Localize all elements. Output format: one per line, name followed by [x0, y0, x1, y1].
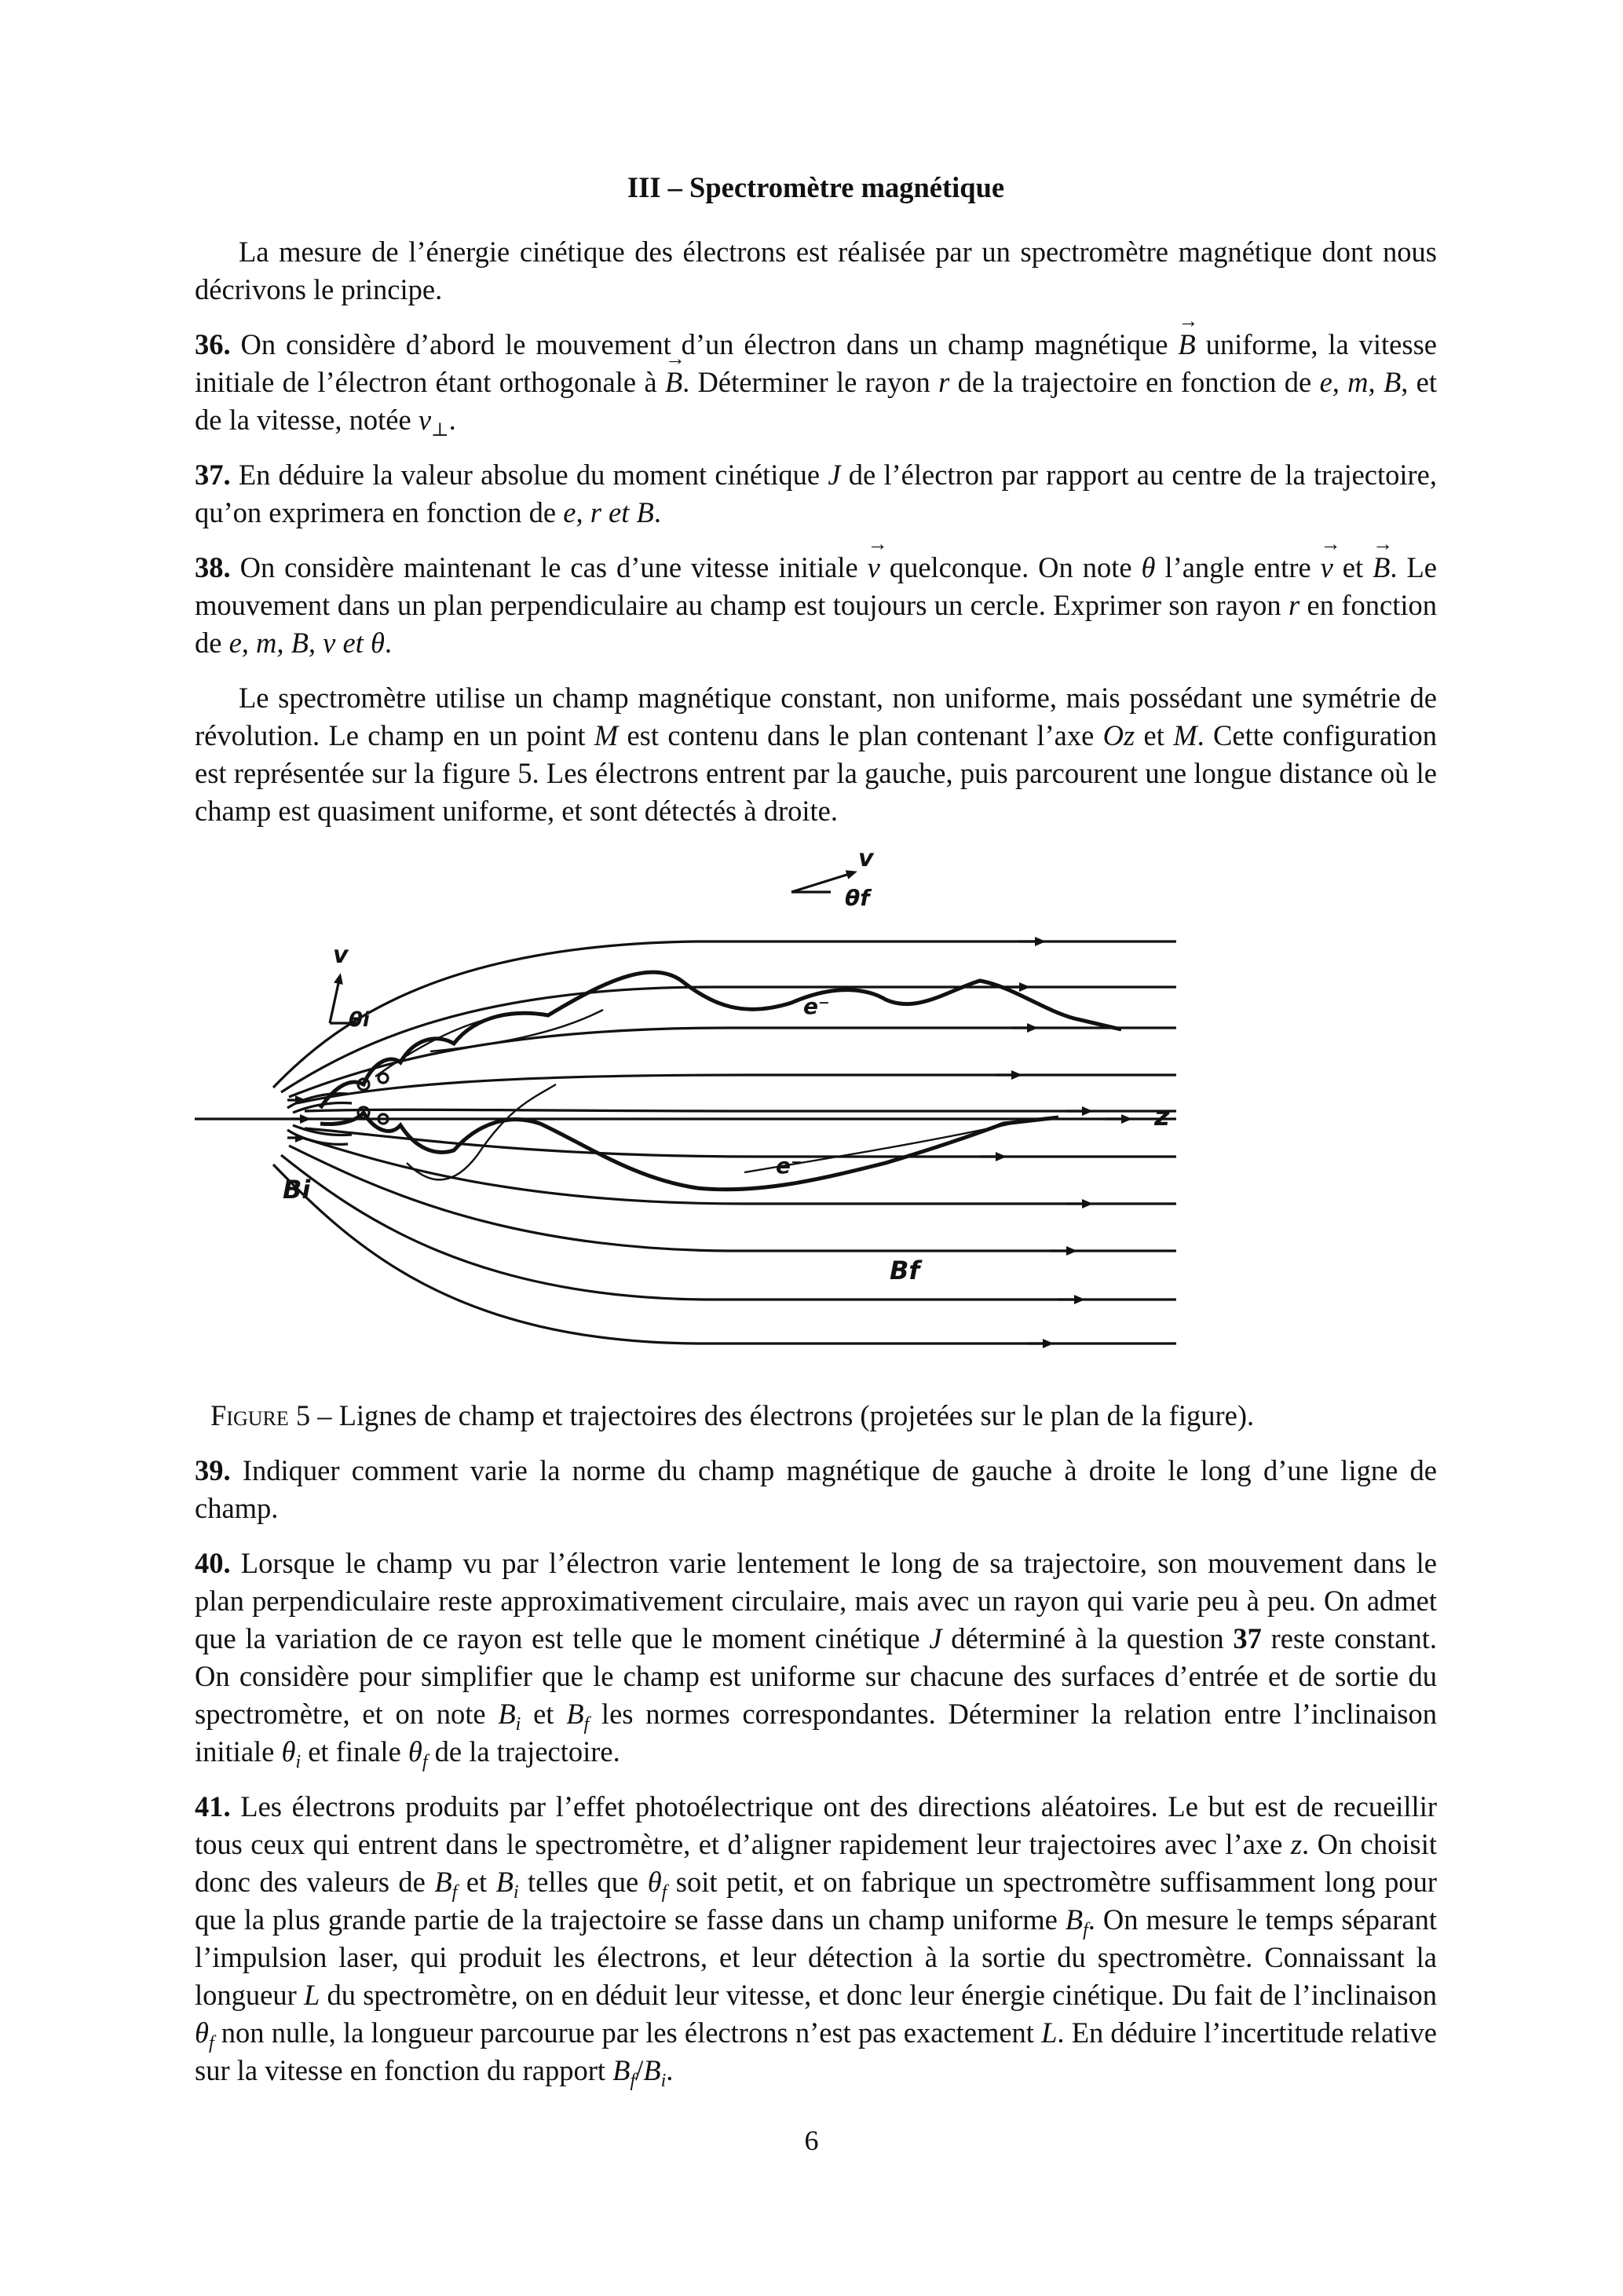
question-38: 38. On considère maintenant le cas d’une vitesse initiale → v quelconque. On note θ l’angle entre → v et → B. Le mouvement dans un plan perpendiculaire au champ est toujours un cercle. Exprimer son rayon r en fonction de e, m, B, v et θ. [195, 549, 1437, 662]
question-number: 38. [195, 551, 231, 583]
question-39: 39. Indiquer comment varie la norme du champ magnétique de gauche à droite le long d’une ligne de champ. [195, 1454, 1437, 1524]
vector-B: → B [1178, 326, 1195, 364]
question-number: 36. [195, 328, 231, 360]
setup-paragraph: Le spectromètre utilise un champ magnétique constant, non uniforme, mais possédant une symétrie de révolution. Le champ en un point M est contenu dans le plan contenant l’axe Oz et M. Cette configuration est représentée sur la figure 5. Les électrons entrent par la gauche, puis parcourent une longue distance où le champ est quasiment uniforme, et sont détectés à droite. [195, 682, 1437, 827]
field-line [289, 1028, 1176, 1097]
question-36: 36. On considère d’abord le mouvement d’un électron dans un champ magnétique → B uniforme, la vitesse initiale de l’électron étant orthogonale à → B. Déterminer le rayon r de la trajectoire en fonction de e, m, B, et de la vitesse, notée $v_\perp$. [195, 326, 1437, 439]
label-theta-f: θf [845, 885, 870, 911]
label-b-f: Bf [890, 1256, 920, 1285]
field-line [297, 1075, 1176, 1103]
electron-trajectory [320, 972, 1121, 1108]
field-line [305, 1110, 1176, 1111]
vector-v: → v [868, 549, 880, 587]
question-37: 37. En déduire la valeur absolue du moment cinétique J de l’électron par rapport au centre de la trajectoire, qu’on exprimera en fonction de e, r et B. [195, 459, 1437, 528]
question-number: 40. [195, 1547, 231, 1579]
label-theta-i: θi [349, 1008, 370, 1032]
field-line [297, 1136, 1176, 1204]
label-electron-lower: e⁻ [776, 1153, 802, 1179]
page-number: 6 [804, 2125, 819, 2156]
label-b-i: Bi [283, 1175, 311, 1205]
label-v-left: v [333, 941, 349, 969]
question-number: 39. [195, 1454, 231, 1486]
page-content [195, 169, 1437, 2107]
label-v-top: v [858, 849, 874, 872]
vector-B: → B [1373, 549, 1390, 587]
figure-caption: Figure 5 – Lignes de champ et trajectoires des électrons (projetées sur le plan de la figure). [210, 1399, 1255, 1431]
question-40: 40. Lorsque le champ vu par l’électron varie lentement le long de sa trajectoire, son mouvement dans le plan perpendiculaire reste approximativement circulaire, mais avec un rayon qui varie peu à peu. On admet que la variation de ce rayon est telle que le moment cinétique J déterminé à la question 37 reste constant. On considère pour simplifier que le champ est uniforme sur chacune des surfaces d’entrée et de sortie du spectromètre, et on note $B_i$ et $B_f$ les normes correspondantes. Déterminer la relation entre l’inclinaison initiale $\theta_i$ et finale $\theta_f$ de la trajectoire. [195, 1547, 1437, 1772]
label-electron-upper: e⁻ [803, 993, 830, 1019]
field-line [281, 1155, 1176, 1300]
section-title: III – Spectromètre magnétique [627, 171, 1005, 203]
question-41: 41. Les électrons produits par l’effet photoélectrique ont des directions aléatoires. Le but est de recueillir tous ceux qui entrent dans le spectromètre, et d’aligner rapidement leur trajectoires avec l’axe z. On choisit donc des valeurs de $B_f$ et $B_i$ telles que $\theta_f$ soit petit, et on fabrique un spectromètre suffisamment long pour que la plus grande partie de la trajectoire se fasse dans un champ uniforme $B_f$. On mesure le temps séparant l’impulsion laser, qui produit les électrons, et leur détection à la sortie du spectromètre. Connaissant la longueur L du spectromètre, on en déduit leur vitesse, et donc leur énergie cinétique. Du fait de l’inclinaison $\theta_f$ non nulle, la longueur parcourue par les électrons n’est pas exactement L. En déduire l’incertitude relative sur la vitesse en fonction du rapport $B_f/B_i$. [195, 1790, 1438, 2091]
intro-paragraph: La mesure de l’énergie cinétique des électrons est réalisée par un spectromètre magnétique dont nous décrivons le principe. [195, 236, 1437, 305]
label-z-axis: z [1154, 1101, 1170, 1132]
question-number: 37. [195, 459, 231, 491]
field-line [289, 1146, 1176, 1251]
field-line [281, 987, 1176, 1092]
field-lines-diagram [195, 849, 1437, 1383]
question-number: 41. [195, 1790, 231, 1823]
figure-5 [195, 849, 1437, 1383]
vector-v: → v [1321, 549, 1333, 587]
vector-B: → B [665, 364, 682, 401]
field-line [273, 941, 1176, 1088]
